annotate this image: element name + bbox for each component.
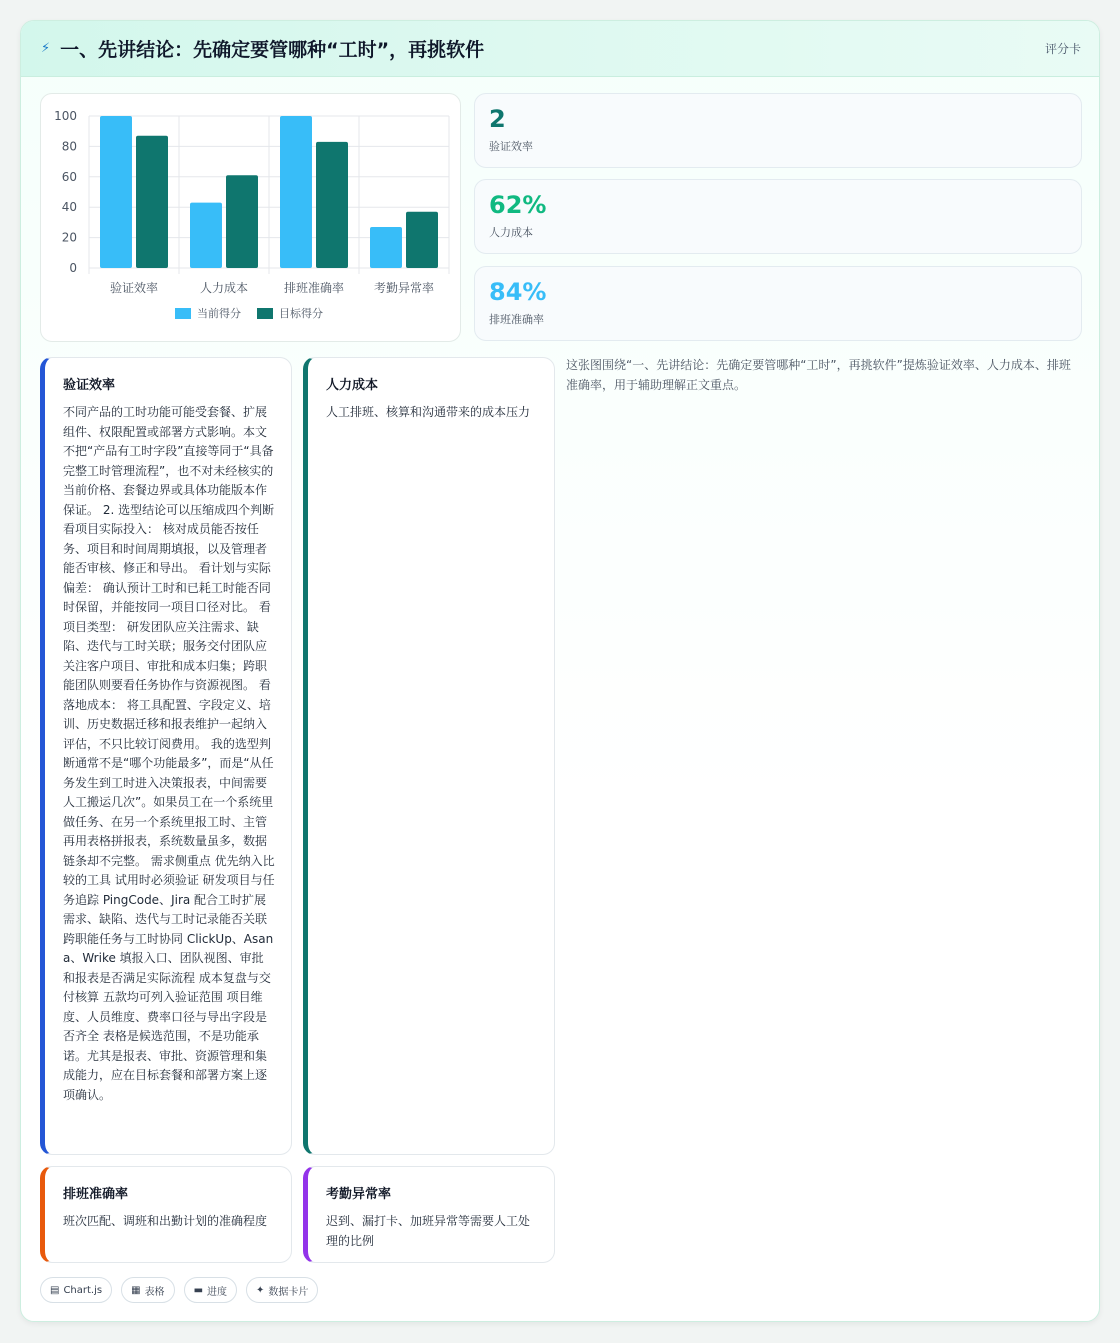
card-body: 人工排班、核算和沟通带来的成本压力 [326, 405, 531, 419]
y-tick-label: 60 [61, 169, 77, 184]
y-tick-label: 40 [61, 200, 77, 215]
chart-icon: ▤ [50, 1284, 60, 1296]
card-body: 班次匹配、调班和出勤计划的准确程度 [63, 1214, 268, 1228]
chip-label: 进度 [207, 1286, 228, 1298]
bar-0-3 [370, 227, 402, 268]
y-tick-label: 0 [69, 261, 77, 275]
metric-card-attendance [303, 1166, 555, 1263]
metric-card-schedule [40, 1166, 292, 1263]
metric-card-verify [40, 357, 292, 1155]
stat-value: 2 [489, 105, 506, 133]
x-tick-label: 排班准确率 [283, 281, 345, 295]
card-title: 验证效率 [63, 378, 116, 393]
legend-swatch [175, 308, 191, 319]
chip-label: Chart.js [63, 1284, 103, 1296]
bar-chart-svg [41, 94, 462, 343]
y-tick-label: 100 [54, 109, 77, 123]
legend-label: 目标得分 [279, 307, 323, 320]
tech-tags [40, 1277, 318, 1303]
x-tick-label: 验证效率 [109, 281, 159, 295]
chip-label: 表格 [144, 1286, 165, 1298]
chip-label: 数据卡片 [268, 1286, 309, 1298]
table-icon: ▦ [131, 1284, 141, 1296]
bar-0-1 [190, 203, 222, 268]
legend-swatch [257, 308, 273, 319]
stat-value: 84% [489, 278, 547, 306]
x-tick-label: 人力成本 [199, 281, 249, 295]
stat-value: 62% [489, 191, 547, 219]
stat-card-schedule [474, 266, 1082, 341]
card-title: 排班准确率 [63, 1187, 129, 1202]
progress-icon: ▬ [193, 1284, 204, 1296]
bar-0-2 [280, 116, 312, 268]
scorecard-badge: 评分卡 [1044, 42, 1081, 56]
bar-1-2 [316, 142, 348, 268]
chip-progress[interactable] [184, 1277, 237, 1303]
y-tick-label: 80 [61, 139, 77, 154]
bar-1-1 [226, 175, 258, 268]
bar-1-3 [406, 212, 438, 268]
x-tick-label: 考勤异常率 [373, 281, 435, 295]
chip-chartjs[interactable] [40, 1277, 112, 1303]
stat-label: 排班准确率 [489, 313, 544, 326]
card-body: 不同产品的工时功能可能受套餐、扩展组件、权限配置或部署方式影响。本文不把“产品有工时字段”直接等同于“具备完整工时管理流程”，也不对未经核实的当前价格、套餐边界或具体功能版本作保证。 2. 选型结论可以压缩成四个判断 看项目实际投入： 核对成员能否按任务、项目和时间周期填报，以及管理者能否审核、修正和导出。 看计划与实际偏差： 确认预计工时和已耗工时能否同时保留，并能按同一项目口径对比。 看项目类型： 研发团队应关注需求、缺陷、迭代与工时关联；服务交付团队应关注客户项目、审批和成本归集；跨职能团队则要看任务协作与资源视图。 看落地成本： 将工具配置、字段定义、培训、历史数据迁移和报表维护一起纳入评估，不只比较订阅费用。 我的选型判断通常不是“哪个功能最多”，而是“从任务发生到工时进入决策报表，中间需要人工搬运几次”。如果员工在一个系统里做任务、在另一个系统里报工时、主管再用表格拼报表，系统数量虽多，数据链条却不完整。 需求侧重点 优先纳入比较的工具 试用时必须验证 研发项目与任务追踪 PingCode、Jira 配合工时扩展 需求、缺陷、迭代与工时记录能否关联 跨职能任务与工时协同 ClickUp、Asana、Wrike 填报入口、团队视图、审批和报表是否满足实际流程 成本复盘与交付核算 五款均可列入验证范围 项目维度、人员维度、费率口径与导出字段是否齐全 表格是候选范围，不是功能承诺。尤其是报表、审批、资源管理和集成能力，应在目标套餐和部署方案上逐项确认。 [63, 405, 275, 1102]
metric-card-labor [303, 357, 555, 1155]
bar-1-0 [136, 136, 168, 268]
panel-header [21, 21, 1100, 77]
card-title: 考勤异常率 [326, 1187, 392, 1202]
bolt-icon: ⚡ [41, 41, 51, 56]
stat-label: 验证效率 [489, 140, 533, 153]
scorecard-panel [20, 20, 1100, 1322]
chart-description: 这张图围绕“一、先讲结论：先确定要管哪种“工时”，再挑软件”提炼验证效率、人力成本、排班准确率，用于辅助理解正文重点。 [566, 358, 1071, 392]
bar-chart [40, 93, 461, 342]
legend-label: 当前得分 [197, 307, 241, 320]
y-tick-label: 20 [61, 230, 77, 245]
card-body: 迟到、漏打卡、加班异常等需要人工处理的比例 [326, 1214, 531, 1248]
panel-title: 一、先讲结论：先确定要管哪种“工时”，再挑软件 [60, 39, 485, 61]
sparkle-icon: ✦ [256, 1284, 265, 1296]
stat-label: 人力成本 [489, 226, 533, 239]
stat-card-verify [474, 93, 1082, 168]
bar-0-0 [100, 116, 132, 268]
chip-table[interactable] [121, 1277, 174, 1303]
stat-card-labor [474, 179, 1082, 254]
card-title: 人力成本 [326, 378, 379, 393]
chip-data-card[interactable] [246, 1277, 318, 1303]
